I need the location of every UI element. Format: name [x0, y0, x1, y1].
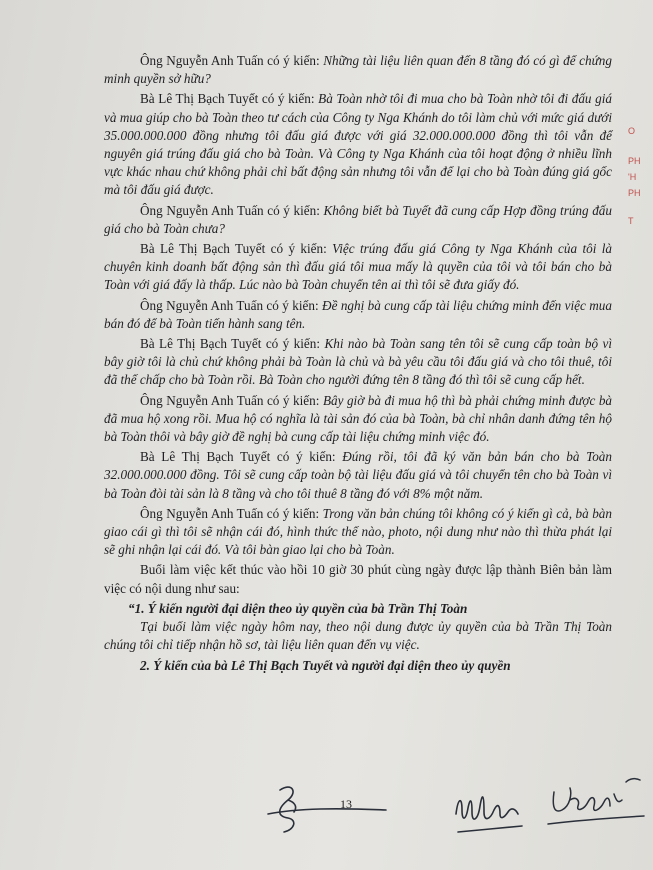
paragraph: Buổi làm việc kết thúc vào hồi 10 giờ 30 phút cùng ngày được lập thành Biên bản làm việc có nội dung như sau: [104, 562, 612, 596]
page-number: 13 [340, 797, 352, 811]
section-heading-2: 2. Ý kiến của bà Lê Thị Bạch Tuyết và người đại diện theo ủy quyền [140, 657, 511, 673]
section-heading-1: “1. Ý kiến người đại diện theo ủy quyền của bà Trần Thị Toàn [128, 600, 468, 616]
section-body-1: Tại buổi làm việc ngày hôm nay, theo nội dung được ủy quyền của bà Trần Thị Toàn chúng tôi chỉ tiếp nhận hồ sơ, tài liệu liên quan đến vụ việc. [104, 619, 612, 653]
document-body [104, 52, 612, 675]
signature-3 [540, 770, 650, 830]
paragraph: Bà Lê Thị Bạch Tuyết có ý kiến: Việc trúng đấu giá Công ty Nga Khánh của tôi là chuyên kinh doanh bất động sản thì đấu giá tôi mua mấy là quyền của tôi và tôi bán cho bà Toàn với giá đấy là thấp. Lúc nào bà Toàn chuyển tên ai thì tôi sẽ đưa giấy đó. [104, 241, 613, 293]
margin-stamp: O PH 'H PH T [628, 126, 641, 226]
paragraph: Bà Lê Thị Bạch Tuyết có ý kiến: Bà Toàn nhờ tôi đi mua cho bà Toàn nhờ tôi đi đấu giá và mua giúp cho bà Toàn theo tư cách của Công ty Nga Khánh do tôi làm chủ với mức giá dưới 35.000.000.000 đồng nhưng tôi đấu giá được với giá 32.000.000.000 đồng thì tôi vẫn để nguyên giá trúng đấu giá cho bà Toàn. Và Công ty Nga Khánh của tôi hoạt động ở nhiều lĩnh vực khác nhau chứ không phải chỉ bất động sản nhưng tôi vẫn để lại cho bà Toàn đúng giá gốc mà tôi đấu giá được. [104, 91, 612, 198]
paragraph: Bà Lê Thị Bạch Tuyết có ý kiến: Khi nào bà Toàn sang tên tôi sẽ cung cấp toàn bộ vì bây giờ tôi là chủ chứ không phải bà Toàn là chủ và bà yêu cầu tôi đấu giá và cho tôi thuê, tôi đã thế chấp cho bà Toàn rồi. Bà Toàn cho người đứng tên 8 tầng đó thì tôi sẽ cung cấp hết. [104, 336, 613, 388]
paragraph: Ông Nguyễn Anh Tuấn có ý kiến: Những tài liệu liên quan đến 8 tầng đó có gì để chứng minh quyền sở hữu? [104, 53, 612, 87]
signature-1 [258, 778, 398, 838]
paragraph: Ông Nguyễn Anh Tuấn có ý kiến: Bây giờ bà đi mua hộ thì bà phải chứng minh được bà đã mua hộ xong rồi. Mua hộ có nghĩa là tài sản đó của bà Toàn, bà chỉ nhân danh đứng tên hộ bà Toàn thôi và bây giờ đề nghị bà cung cấp tài liệu chứng minh việc đó. [104, 392, 613, 445]
paragraph: Ông Nguyễn Anh Tuấn có ý kiến: Không biết bà Tuyết đã cung cấp Hợp đồng trúng đấu giá cho bà Toàn chưa? [104, 202, 612, 236]
signature-2 [448, 784, 538, 840]
paragraph: Bà Lê Thị Bạch Tuyết có ý kiến: Đúng rồi, tôi đã ký văn bản bán cho bà Toàn 32.000.000.000 đồng. Tôi sẽ cung cấp toàn bộ tài liệu đấu giá và tôi chuyển tên cho bà Toàn vì bà Toàn đòi tài sản là 8 tầng và cho tôi thuê 8 tầng đó với 8% một năm. [104, 449, 612, 501]
paragraph: Ông Nguyễn Anh Tuấn có ý kiến: Trong văn bản chúng tôi không có ý kiến gì cả, bà bàn giao cái gì thì tôi sẽ nhận cái đó, hình thức thế nào, photo, nội dung như nào thì thừa phát lại sẽ ghi nhận lại cái đó. Và tôi bàn giao lại cho bà Toàn. [104, 505, 612, 558]
paragraph: Ông Nguyễn Anh Tuấn có ý kiến: Đề nghị bà cung cấp tài liệu chứng minh đến việc mua bán đó để bà Toàn tiến hành sang tên. [104, 297, 612, 331]
